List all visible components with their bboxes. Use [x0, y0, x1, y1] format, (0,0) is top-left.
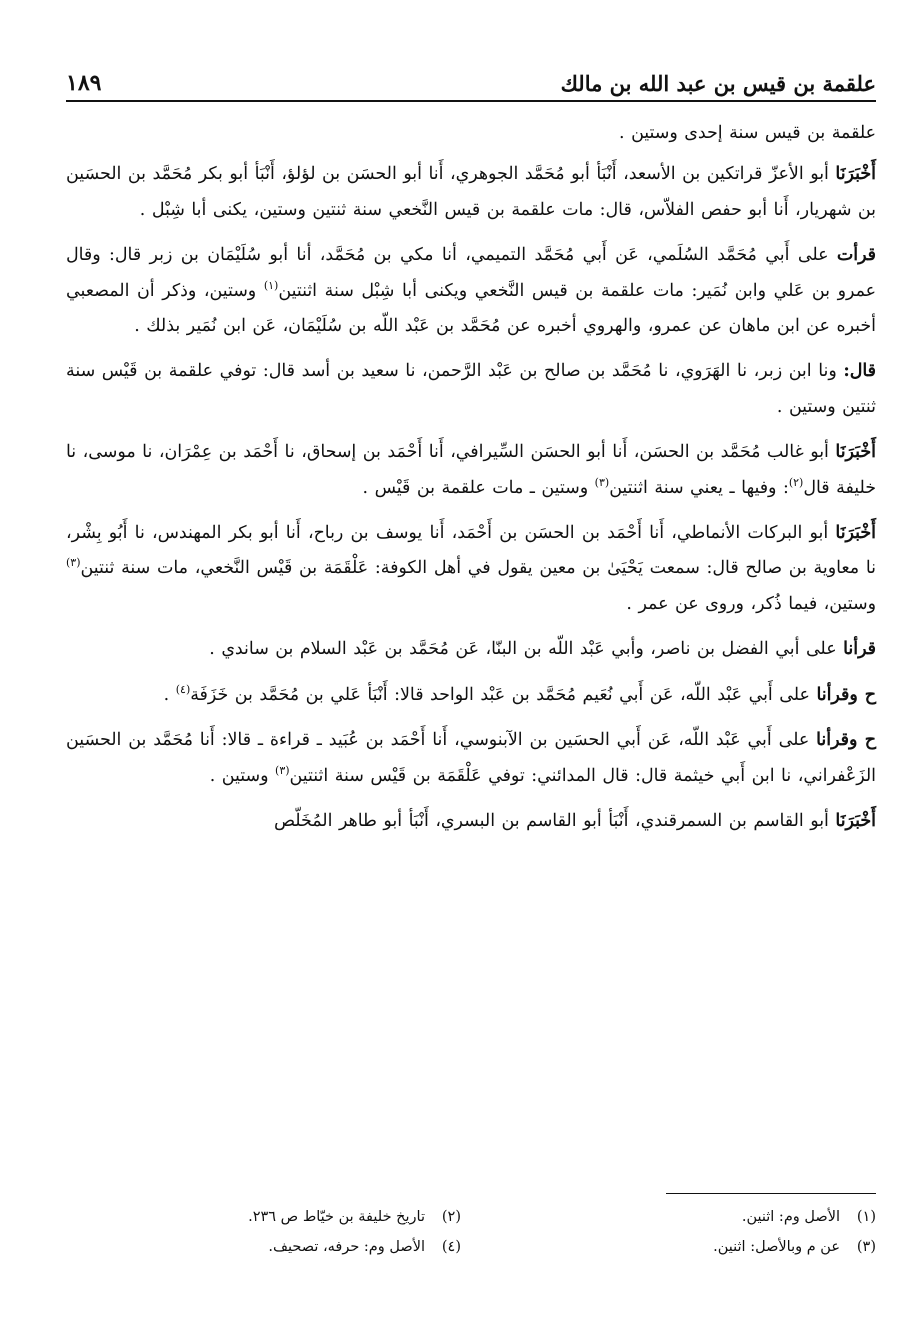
paragraph	[66, 157, 876, 228]
footnote-reference: (٣)	[275, 763, 290, 777]
footnote-number: (٢)	[441, 1209, 461, 1225]
main-text	[66, 116, 876, 839]
paragraph-lead-word: أَخْبَرَنَا	[835, 164, 876, 185]
paragraph-lead-word: قرأنا	[843, 639, 876, 660]
paragraph-text: أبو البركات الأنماطي، أَنا أَحْمَد بن الحسَن بن أَحْمَد، أَنا يوسف بن رباح، أَنا أبو بكر المهندس، نا أَبُو بِشْر، نا معاوية بن صالح قال: سمعت يَحْيَىٰ بن معين يقول في أهل الكوفة: عَلْقَمَة بن قَيْس النَّخعي، مات سنة ثنتين	[66, 523, 876, 579]
paragraph-lead-word: أَخْبَرَنَا	[835, 523, 876, 544]
footnote	[66, 1236, 461, 1258]
paragraph-lead-word: ح وقرأنا	[816, 684, 876, 705]
paragraph	[66, 516, 876, 622]
paragraph-text: أبو الأعزّ قراتكين بن الأسعد، أَنْبَأ أبو مُحَمَّد الجوهري، أَنا أبو الحسَن بن لؤلؤ، أَنْبَأ أبو بكر مُحَمَّد بن الحسَين بن شهريار، أَنا أبو حفص الفلاّس، قال: مات علقمة بن قيس النَّخعي سنة ثنتين وستين، يكنى أبا شِبْل .	[66, 164, 876, 220]
footnote-number: (٣)	[856, 1239, 876, 1255]
footnote-reference: (٣)	[66, 556, 81, 570]
paragraph	[66, 238, 876, 344]
footnote	[481, 1206, 876, 1228]
paragraph-text: وستين .	[209, 765, 276, 786]
footnote-number: (١)	[856, 1209, 876, 1225]
paragraph	[66, 678, 876, 713]
paragraph-text: ونا ابن زبر، نا الهَرَوي، نا مُحَمَّد بن صالح بن عَبْد الرَّحمن، نا سعيد بن أسد قال: توفي علقمة بن قَيْس سنة ثنتين وستين .	[66, 361, 876, 417]
paragraph-lead-word: ح وقرأنا	[816, 730, 877, 751]
paragraph-text: أبو غالب مُحَمَّد بن الحسَن، أَنا أبو الحسَن السِّيرافي، أَنا أَحْمَد بن إسحاق، نا أَحْمَد بن عِمْرَان، نا موسى، نا خليفة قال	[66, 442, 876, 498]
paragraph	[66, 435, 876, 506]
paragraph-text: على أبي الفضل بن ناصر، وأبي عَبْد اللّه بن البنّا، عَن مُحَمَّد بن عَبْد السلام بن ساندي .	[209, 639, 844, 660]
footnotes-section	[66, 1193, 876, 1258]
footnote-reference: (١)	[263, 278, 279, 292]
header-title: علقمة بن قيس بن عبد الله بن مالك	[560, 71, 876, 96]
paragraph-lead-word: أَخْبَرَنَا	[835, 810, 876, 831]
footnote-reference: (٤)	[175, 682, 191, 696]
paragraph	[66, 354, 876, 425]
paragraph	[66, 804, 876, 839]
paragraph-text: .	[163, 684, 176, 705]
footnote-list	[66, 1206, 876, 1258]
paragraph-text: على أَبي مُحَمَّد السُلَمي، عَن أَبي مُحَمَّد التميمي، أنا مكي بن مُحَمَّد، أنا أبو سُلَيْمَان بن زبر قال: وقال عمرو بن عَلي وابن نُمَير: مات علقمة بن قيس النَّخعي ويكنى أبا شِبْل سنة اثنتين	[66, 245, 876, 301]
paragraph-text: وستين ـ مات علقمة بن قَيْس .	[362, 477, 595, 498]
footnote-reference: (٢)	[788, 475, 804, 489]
footnote-rule	[666, 1193, 876, 1194]
page-number: ١٨٩	[66, 70, 102, 96]
paragraph	[66, 632, 876, 667]
running-header	[66, 50, 876, 102]
paragraph-lead-word: أَخْبَرَنَا	[835, 442, 876, 463]
paragraph-text: علقمة بن قيس سنة إحدى وستين .	[619, 123, 876, 143]
paragraph-text: على أَبي عَبْد اللّه، عَن أَبي نُعَيم مُحَمَّد بن عَبْد الواحد قالا: أَنْبَأ عَلي بن مُحَمَّد بن خَزَفَة	[190, 684, 817, 705]
paragraph-text: أبو القاسم بن السمرقندي، أَنْبَأ أبو القاسم بن البسري، أَنْبَأ أبو طاهر المُخَلّص	[273, 810, 836, 831]
paragraph-text: : وفيها ـ يعني سنة اثنتين	[609, 477, 789, 498]
paragraph-lead-word: قرأت	[836, 245, 876, 266]
paragraph	[66, 116, 876, 151]
footnote-number: (٤)	[441, 1239, 461, 1255]
footnote-reference: (٣)	[594, 475, 610, 489]
paragraph-lead-word: قال:	[843, 361, 876, 382]
book-page	[66, 50, 876, 849]
paragraph-text: على أَبي عَبْد اللّه، عَن أَبي الحسَين بن الآبنوسي، أَنا أَحْمَد بن عُبَيد ـ قراءة ـ قالا: أَنا مُحَمَّد بن الحسَين الزَعْفراني، نا ابن أَبي خيثمة قال: قال المدائني: توفي عَلْقَمَة بن قَيْس سنة اثنتين	[66, 730, 876, 786]
paragraph-text: وستين، وذكر أن المصعبي أخبره عن ابن ماهان عن عمرو، والهروي أخبره عن مُحَمَّد بن عَبْد اللّه بن سُلَيْمَان، عَن ابن نُمَير بذلك .	[66, 280, 876, 337]
paragraph	[66, 723, 876, 794]
paragraph-text: وستين، فيما ذُكر، وروى عن عمر .	[626, 593, 876, 614]
footnote-text: الأصل وم: حرفه، تصحيف.	[268, 1239, 425, 1255]
footnote-text: عن م وبالأصل: اثنين.	[713, 1239, 840, 1255]
footnote-text: تاريخ خليفة بن خيّاط ص ٢٣٦.	[248, 1209, 425, 1225]
footnote	[481, 1236, 876, 1258]
footnote	[66, 1206, 461, 1228]
footnote-text: الأصل وم: اثنين.	[741, 1209, 840, 1225]
